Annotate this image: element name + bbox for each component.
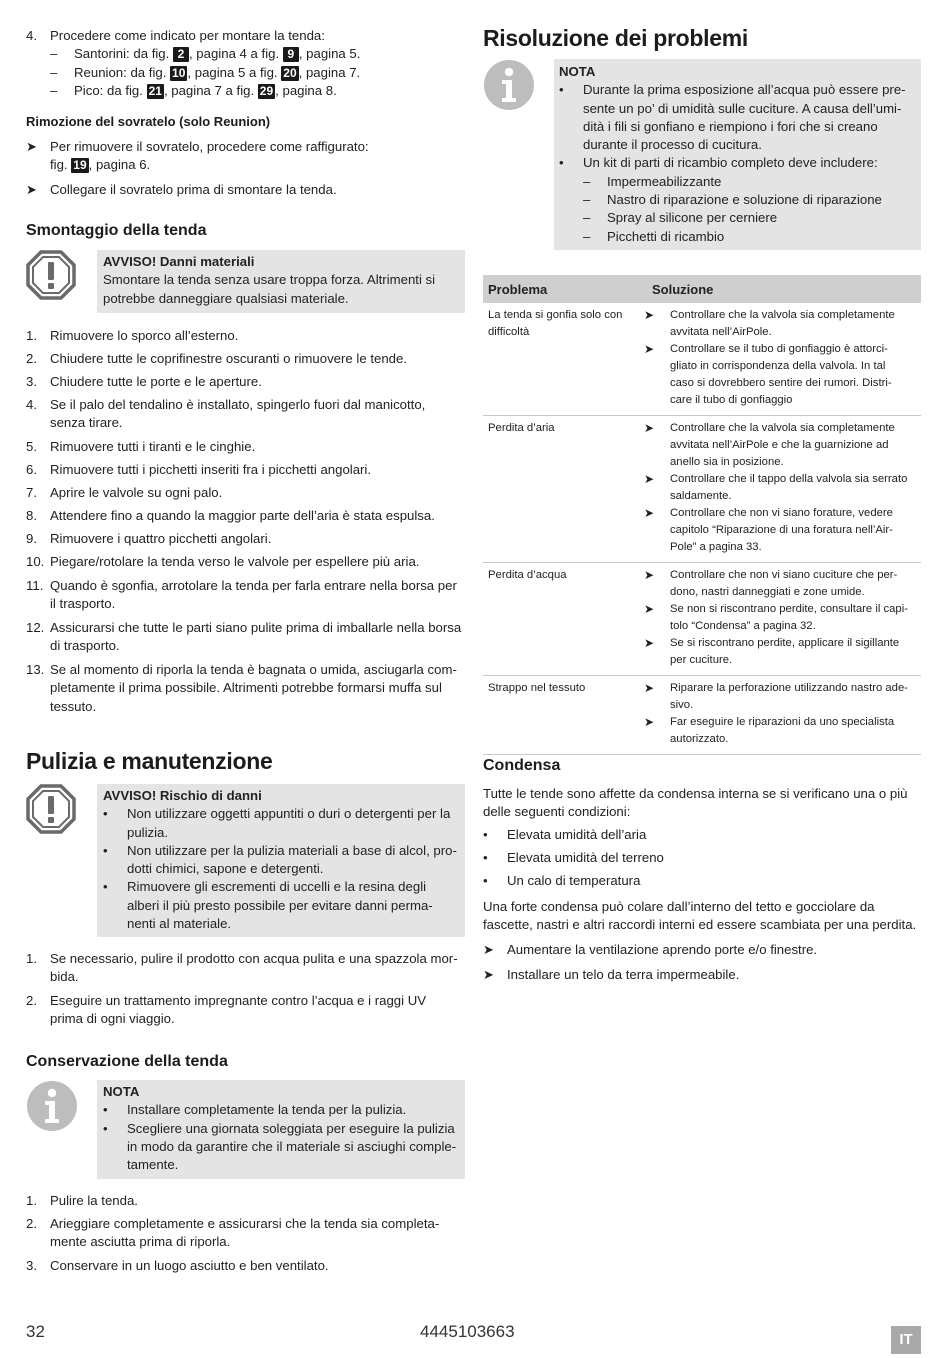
list-item: • Elevata umidità dell’aria — [483, 827, 647, 842]
list-item: – Picchetti di ricambio — [583, 228, 725, 244]
condensa-paragraph-1: Tutte le tende sono affette da condensa interna se si verificano una o più delle seguenti condizioni: — [483, 786, 908, 820]
condensa-action-1: ➤ Aumentare la ventilazione aprendo porte e/o finestre. — [483, 942, 818, 957]
figure-badge: 21 — [148, 83, 162, 98]
troubleshooting-table — [483, 275, 921, 755]
list-item: 10. Piegare/rotolare la tenda verso le valvole per espellere più aria. — [26, 554, 420, 569]
section-heading-condensa: Condensa — [483, 757, 561, 774]
list-item: 2. Arieggiare completamente e assicurarsi che la tenda sia completa- mente asciutta prima di riporla. — [26, 1216, 440, 1250]
table-row: Perdita d’aria ➤ Controllare che la valvola sia completamente avvitata nell’AirPole e che la guarnizione ad anello sia in posizione. ➤ Controllare che il tappo della valvola sia serrato saldamente. ➤ Controllare che non vi siano forature, vedere capitolo “Riparazione di una foratura nell’Air- Pole” a pagina 33. — [483, 416, 921, 563]
figure-badge: 10 — [172, 65, 186, 80]
figure-badge: 9 — [283, 47, 299, 62]
list-item: 1. Se necessario, pulire il prodotto con acqua pulita e una spazzola mor- bida. — [26, 951, 458, 985]
language-badge: IT — [891, 1326, 921, 1354]
list-item: • Non utilizzare per la pulizia materiali a base di alcol, pro- dotti chimici, sapone e detergenti. — [103, 842, 457, 877]
mount-step: 4. Procedere come indicato per montare la tenda: – Santorini: da fig. 2 , pagina 4 a fig. 9 , pagina 5. – Reunion: da fig. 10 , pagina 5 a fig. 20 , pagina 7. – Pico: da fig. 21 , pagina 7 a fig. 29 , pagina 8. — [26, 27, 466, 100]
list-item: 4. Se il palo del tendalino è installato, spingerlo fuori dal manicotto, senza tirare. — [26, 397, 426, 431]
list-item: 13. Se al momento di riporla la tenda è bagnata o umida, asciugarla com- pletamente il prima possibile. Altrimenti potrebbe formarsi muffa sul tessuto. — [26, 662, 457, 714]
list-item: 7. Aprire le valvole su ogni palo. — [26, 485, 223, 500]
list-item: 2. Eseguire un trattamento impregnante contro l’acqua e i raggi UV prima di ogni viaggio. — [26, 993, 427, 1027]
table-header-row — [483, 275, 921, 303]
list-item: • Elevata umidità del terreno — [483, 850, 664, 865]
warning-icon — [26, 784, 76, 839]
table-row: La tenda si gonfia solo con difficoltà ➤ Controllare che la valvola sia completamente avvitata nell’AirPole. ➤ Controllare se il tubo di gonfiaggio è attorci- gliato in corrispondenza della valvola. In tal caso si dovrebbero sentire dei rumori. Distri- care il tubo di gonfiaggio — [483, 303, 921, 416]
rimozione-action-2: ➤ Collegare il sovratelo prima di smontare la tenda. — [26, 182, 337, 197]
list-item: 3. Chiudere tutte le porte e le aperture. — [26, 374, 262, 389]
list-item: 12. Assicurarsi che tutte le parti siano pulite prima di imballarle nella borsa di trasporto. — [26, 620, 462, 654]
mount-item-santorini: – Santorini: da fig. 2 , pagina 4 a fig. 9 , pagina 5. — [50, 46, 361, 62]
figure-badge: 20 — [283, 65, 297, 80]
column-header-solution: Soluzione — [639, 275, 921, 303]
mount-item-pico: – Pico: da fig. 21 , pagina 7 a fig. 29 , pagina 8. — [50, 82, 337, 98]
mount-item-reunion: – Reunion: da fig. 10 , pagina 5 a fig. 20 , pagina 7. — [50, 64, 361, 80]
list-item: • Un calo di temperatura — [483, 873, 641, 888]
condensa-paragraph-2: Una forte condensa può colare dall’interno del tetto e gocciolare da fascette, nastri e altri raccordi interni ed essere scambiata per una perdita. — [483, 899, 917, 933]
list-item: 9. Rimuovere i quattro picchetti angolari. — [26, 531, 272, 546]
list-item: – Impermeabilizzante — [583, 173, 722, 189]
info-icon — [483, 59, 535, 116]
section-heading-smontaggio: Smontaggio della tenda — [26, 222, 207, 239]
list-item: • Un kit di parti di ricambio completo deve includere: — [559, 155, 878, 171]
list-item: 11. Quando è sgonfia, arrotolare la tenda per farla entrare nella borsa per il trasporto. — [26, 578, 457, 612]
figure-badge: 2 — [173, 47, 189, 62]
list-item: 2. Chiudere tutte le coprifinestre oscuranti o rimuovere le tende. — [26, 351, 407, 366]
table-row: Perdita d’acqua ➤ Controllare che non vi siano cuciture che per- dono, nastri danneggiati e zone umide. ➤ Se non si riscontrano perdite, consultare il capi- tolo “Condensa” a pagina 32. ➤ Se si riscontrano perdite, applicare il sigillante per cuciture. — [483, 563, 921, 676]
section-heading-conservazione: Conservazione della tenda — [26, 1053, 228, 1070]
rimozione-action-1: ➤ Per rimuovere il sovratelo, procedere come raffigurato: fig. 19 , pagina 6. — [26, 139, 369, 173]
list-item: • Non utilizzare oggetti appuntiti o duri o detergenti per la pulizia. — [103, 806, 451, 840]
note-box-risoluzione: NOTA • Durante la prima esposizione all’acqua può essere pre- sente un po’ di umidità sulle cuciture. A causa dell’umi- dità i fili si gonfiano e riempiono i fori che si creano durante il processo di cucitura. • Un kit di parti di ricambio completo deve includere: – Impermeabilizzante – Nastro di riparazione e soluzione di riparazione – Spray al silicone per cerniere – Picchetti di ricambio — [554, 59, 921, 250]
column-header-problem: Problema — [483, 275, 639, 303]
figure-badge: 29 — [259, 83, 274, 98]
section-heading-pulizia: Pulizia e manutenzione — [26, 748, 273, 774]
list-item: – Spray al silicone per cerniere — [583, 210, 778, 226]
warning-box-rischio-danni: AVVISO! Rischio di danni • Non utilizzare oggetti appuntiti o duri o detergenti per la pulizia. • Non utilizzare per la pulizia materiali a base di alcol, pro- dotti chimici, sapone e detergenti. • Rimuovere gli escrementi di uccelli e la resina degli alberi il più presto possibile per evitare danni perma- nenti al materiale. — [97, 784, 465, 937]
list-item: 5. Rimuovere tutti i tiranti e le cinghie. — [26, 439, 256, 454]
list-item: 8. Attendere fino a quando la maggior parte dell’aria è stata espulsa. — [26, 508, 435, 523]
list-item: 3. Conservare in un luogo asciutto e ben ventilato. — [26, 1258, 329, 1273]
section-heading-rimozione: Rimozione del sovratelo (solo Reunion) — [26, 114, 271, 129]
page-number: 32 — [26, 1322, 45, 1341]
figure-badge: 19 — [73, 158, 87, 173]
list-item: 1. Pulire la tenda. — [26, 1193, 138, 1208]
warning-icon — [26, 250, 76, 305]
section-heading-risoluzione: Risoluzione dei problemi — [483, 25, 748, 51]
list-item: • Scegliere una giornata soleggiata per eseguire la pulizia in modo da garantire che il materiale si asciughi comple- tamente. — [103, 1120, 457, 1173]
list-item: • Installare completamente la tenda per la pulizia. — [103, 1102, 407, 1118]
document-code: 4445103663 — [420, 1322, 515, 1341]
info-icon — [26, 1080, 78, 1137]
list-item: 6. Rimuovere tutti i picchetti inseriti fra i picchetti angolari. — [26, 462, 372, 477]
condensa-action-2: ➤ Installare un telo da terra impermeabile. — [483, 967, 740, 982]
note-box-conservazione: NOTA • Installare completamente la tenda per la pulizia. • Scegliere una giornata soleggiata per eseguire la pulizia in modo da garantire che il materiale si asciughi comple- tamente. — [97, 1080, 465, 1179]
list-item: • Rimuovere gli escrementi di uccelli e la resina degli alberi il più presto possibile per evitare danni perma- nenti al materiale. — [103, 879, 433, 932]
list-item: • Durante la prima esposizione all’acqua può essere pre- sente un po’ di umidità sulle cuciture. A causa dell’umi- dità i fili si gonfiano e riempiono i fori che si creano durante il processo di cucitura. — [559, 82, 906, 153]
table-row: Strappo nel tessuto ➤ Riparare la perforazione utilizzando nastro ade- sivo. ➤ Far eseguire le riparazioni da uno specialista autorizzato. — [483, 676, 921, 755]
list-item: – Nastro di riparazione e soluzione di riparazione — [583, 192, 882, 208]
warning-box-danni-materiali: AVVISO! Danni materiali Smontare la tenda senza usare troppa forza. Altrimenti si potrebbe danneggiare qualsiasi materiale. — [97, 250, 465, 313]
list-item: 1. Rimuovere lo sporco all’esterno. — [26, 328, 239, 343]
